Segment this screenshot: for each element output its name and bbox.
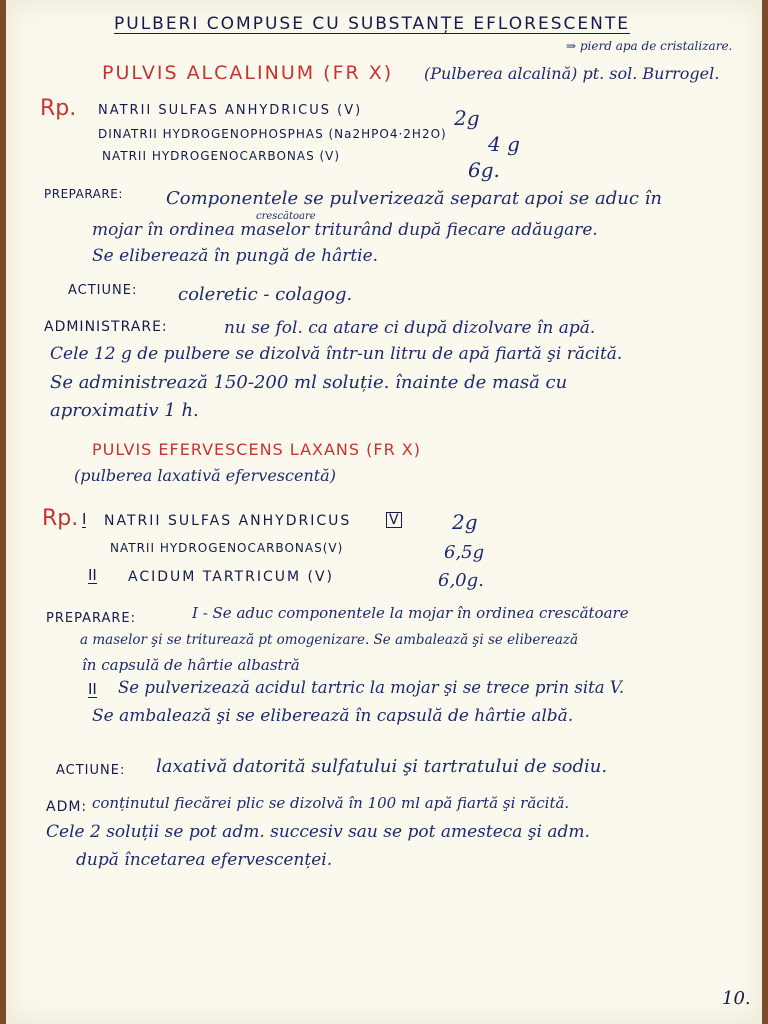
adm-line-2: Cele 2 soluții se pot adm. succesiv sau se pot amesteca şi adm.	[46, 822, 590, 842]
administrare-line-4: aproximativ 1 h.	[50, 400, 199, 421]
qty-1-3: 6g.	[468, 158, 500, 182]
section2-subtitle: (pulberea laxativă efervescentă)	[74, 466, 336, 485]
roman-numeral-1: I	[82, 510, 87, 528]
preparare-1-line-2: mojar în ordinea maselor triturând după fiecare adăugare.	[92, 220, 598, 240]
ingredient-1-2: DINATRII HYDROGENOPHOSPHAS (Na2HPO4·2H2O)	[98, 127, 447, 141]
roman-numeral-2: II	[88, 566, 97, 584]
actiune-text-2: laxativă datorită sulfatului şi tartratului de sodiu.	[156, 756, 608, 777]
ingredient-2-1: NATRII SULFAS ANHYDRICUS	[104, 513, 352, 529]
preparare-1-line-3: Se eliberează în pungă de hârtie.	[92, 246, 379, 266]
qty-2-3: 6,0g.	[438, 570, 484, 591]
preparare-2-line-1: I - Se aduc componentele la mojar în ordinea crescătoare	[192, 604, 629, 622]
notebook-page	[6, 0, 762, 1024]
adm-line-1: conținutul fiecărei plic se dizolvă în 100 ml apă fiartă şi răcită.	[92, 794, 570, 812]
ingredient-2-3: ACIDUM TARTRICUM (V)	[128, 569, 335, 585]
qty-1-1: 2g	[454, 106, 480, 130]
preparare-2-line-2: a maselor şi se triturează pt omogenizare. Se ambalează şi se eliberează	[80, 632, 579, 648]
actiune-label-1: ACTIUNE:	[68, 283, 138, 298]
title-note: ⇒ pierd apa de cristalizare.	[566, 39, 733, 53]
preparare-2-line-5: Se ambalează şi se eliberează în capsulă de hârtie albă.	[92, 706, 574, 726]
adm-label: ADM:	[46, 799, 88, 815]
section2-title: PULVIS EFERVESCENS LAXANS (FR X)	[92, 440, 421, 459]
preparare-2-line-4: Se pulverizează acidul tartric la mojar şi se trece prin sita V.	[118, 678, 625, 697]
preparare-1-insert: crescătoare	[256, 211, 316, 222]
ingredient-2-2: NATRII HYDROGENOCARBONAS(V)	[110, 541, 344, 555]
section1-title: PULVIS ALCALINUM (FR X)	[102, 62, 394, 84]
ingredient-1-1: NATRII SULFAS ANHYDRICUS (V)	[98, 103, 363, 118]
section1-title-note: (Pulberea alcalină) pt. sol. Burrogel.	[424, 64, 720, 83]
administrare-line-3: Se administrează 150-200 ml soluție. înainte de masă cu	[50, 372, 568, 393]
preparare-2-line-3: în capsulă de hârtie albastră	[82, 656, 300, 674]
preparare-1-line-1: Componentele se pulverizează separat apoi se aduc în	[166, 188, 662, 209]
ingredient-1-3: NATRII HYDROGENOCARBONAS (V)	[102, 149, 341, 163]
roman-numeral-3: II	[88, 680, 97, 698]
page-title: PULBERI COMPUSE CU SUBSTANȚE EFLORESCENTE	[114, 14, 630, 34]
qty-2-2: 6,5g	[444, 542, 485, 563]
actiune-label-2: ACTIUNE:	[56, 763, 126, 778]
page-number: 10.	[722, 988, 751, 1009]
qty-2-1: 2g	[452, 510, 478, 534]
administrare-line-2: Cele 12 g de pulbere se dizolvă într-un litru de apă fiartă şi răcită.	[50, 344, 623, 364]
rp-label-1: Rp.	[40, 96, 77, 121]
administrare-label: ADMINISTRARE:	[44, 319, 168, 335]
qty-1-2: 4 g	[488, 132, 520, 156]
preparare-label-2: PREPARARE:	[46, 611, 137, 626]
preparare-label-1: PREPARARE:	[44, 187, 123, 201]
grade-box-v: V	[386, 512, 402, 528]
adm-line-3: după încetarea efervescenței.	[76, 850, 333, 870]
administrare-line-1: nu se fol. ca atare ci după dizolvare în apă.	[224, 318, 596, 338]
actiune-text-1: coleretic - colagog.	[178, 284, 353, 305]
rp-label-2: Rp.	[42, 506, 79, 531]
